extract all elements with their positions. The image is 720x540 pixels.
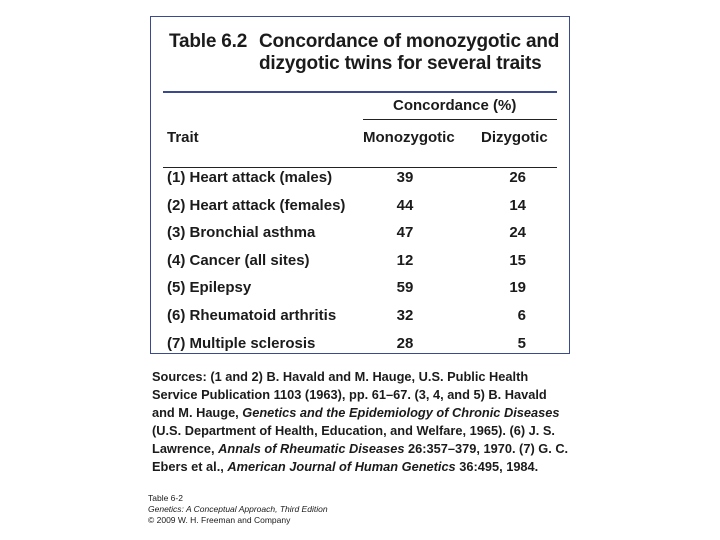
table-row — [151, 163, 569, 191]
trait-cell: (6) Rheumatoid arthritis — [167, 306, 337, 324]
table-title-line1: Concordance of monozygotic and — [259, 31, 560, 52]
trait-cell: (3) Bronchial asthma — [167, 224, 316, 242]
table-title-text — [259, 31, 569, 75]
monozygotic-cell: 32 — [396, 306, 414, 324]
monozygotic-cell: 12 — [396, 251, 414, 269]
table-row — [151, 329, 569, 357]
column-header-trait: Trait — [167, 129, 199, 146]
header-rule — [163, 91, 557, 93]
sources-book-title: Genetics and the Epidemiology of Chronic Diseases — [242, 405, 560, 420]
trait-cell: (1) Heart attack (males) — [167, 169, 333, 186]
sources-journal-title-1: Annals of Rheumatic Diseases — [218, 441, 405, 456]
sources-text-3: 26:357–379, 1970. (7) G. C. Ebers et al., — [152, 441, 569, 474]
table-row — [151, 273, 569, 301]
concordance-underline — [363, 119, 557, 120]
table-label: Table 6.2 — [169, 31, 248, 52]
column-header-dizygotic: Dizygotic — [481, 129, 548, 146]
dizygotic-cell: 6 — [517, 306, 526, 324]
figure-caption — [148, 493, 328, 526]
column-header-monozygotic: Monozygotic — [363, 129, 455, 146]
table-row — [151, 301, 569, 329]
caption-table-number: Table 6-2 — [148, 493, 183, 503]
monozygotic-cell: 47 — [396, 224, 414, 242]
trait-cell: (5) Epilepsy — [167, 279, 252, 297]
dizygotic-cell: 5 — [517, 334, 526, 352]
dizygotic-cell: 14 — [509, 196, 526, 214]
table-title-line2: dizygotic twins for several traits — [259, 53, 542, 74]
monozygotic-cell: 59 — [396, 279, 414, 297]
dizygotic-cell: 26 — [509, 169, 526, 186]
monozygotic-cell: 39 — [396, 169, 414, 186]
dizygotic-cell: 24 — [509, 224, 526, 242]
sources-text-1: Sources: (1 and 2) B. Havald and M. Hauge, U.S. Public Health Service Publication 1103 (1963), pp. 61–67. (3, 4, and 5) B. Havald and M. Hauge, — [152, 369, 547, 420]
concordance-header: Concordance (%) — [393, 97, 517, 114]
table-body — [151, 163, 569, 356]
sources-text-4: 36:495, 1984. — [455, 459, 539, 474]
sources-text-2: (U.S. Department of Health, Education, and Welfare, 1965). (6) J. S. Lawrence, — [152, 423, 555, 456]
trait-cell: (4) Cancer (all sites) — [167, 251, 310, 269]
table-row — [151, 218, 569, 246]
sources-note — [152, 368, 572, 476]
monozygotic-cell: 28 — [396, 334, 414, 352]
dizygotic-cell: 19 — [509, 279, 526, 297]
table-row — [151, 191, 569, 219]
dizygotic-cell: 15 — [509, 251, 526, 269]
monozygotic-cell: 44 — [396, 196, 414, 214]
table-row — [151, 246, 569, 274]
sources-journal-title-2: American Journal of Human Genetics — [227, 459, 456, 474]
caption-copyright: © 2009 W. H. Freeman and Company — [148, 515, 291, 525]
trait-cell: (2) Heart attack (females) — [167, 196, 346, 214]
trait-cell: (7) Multiple sclerosis — [167, 334, 316, 352]
caption-book-title: Genetics: A Conceptual Approach, Third Edition — [148, 504, 328, 514]
table-box — [150, 16, 570, 354]
